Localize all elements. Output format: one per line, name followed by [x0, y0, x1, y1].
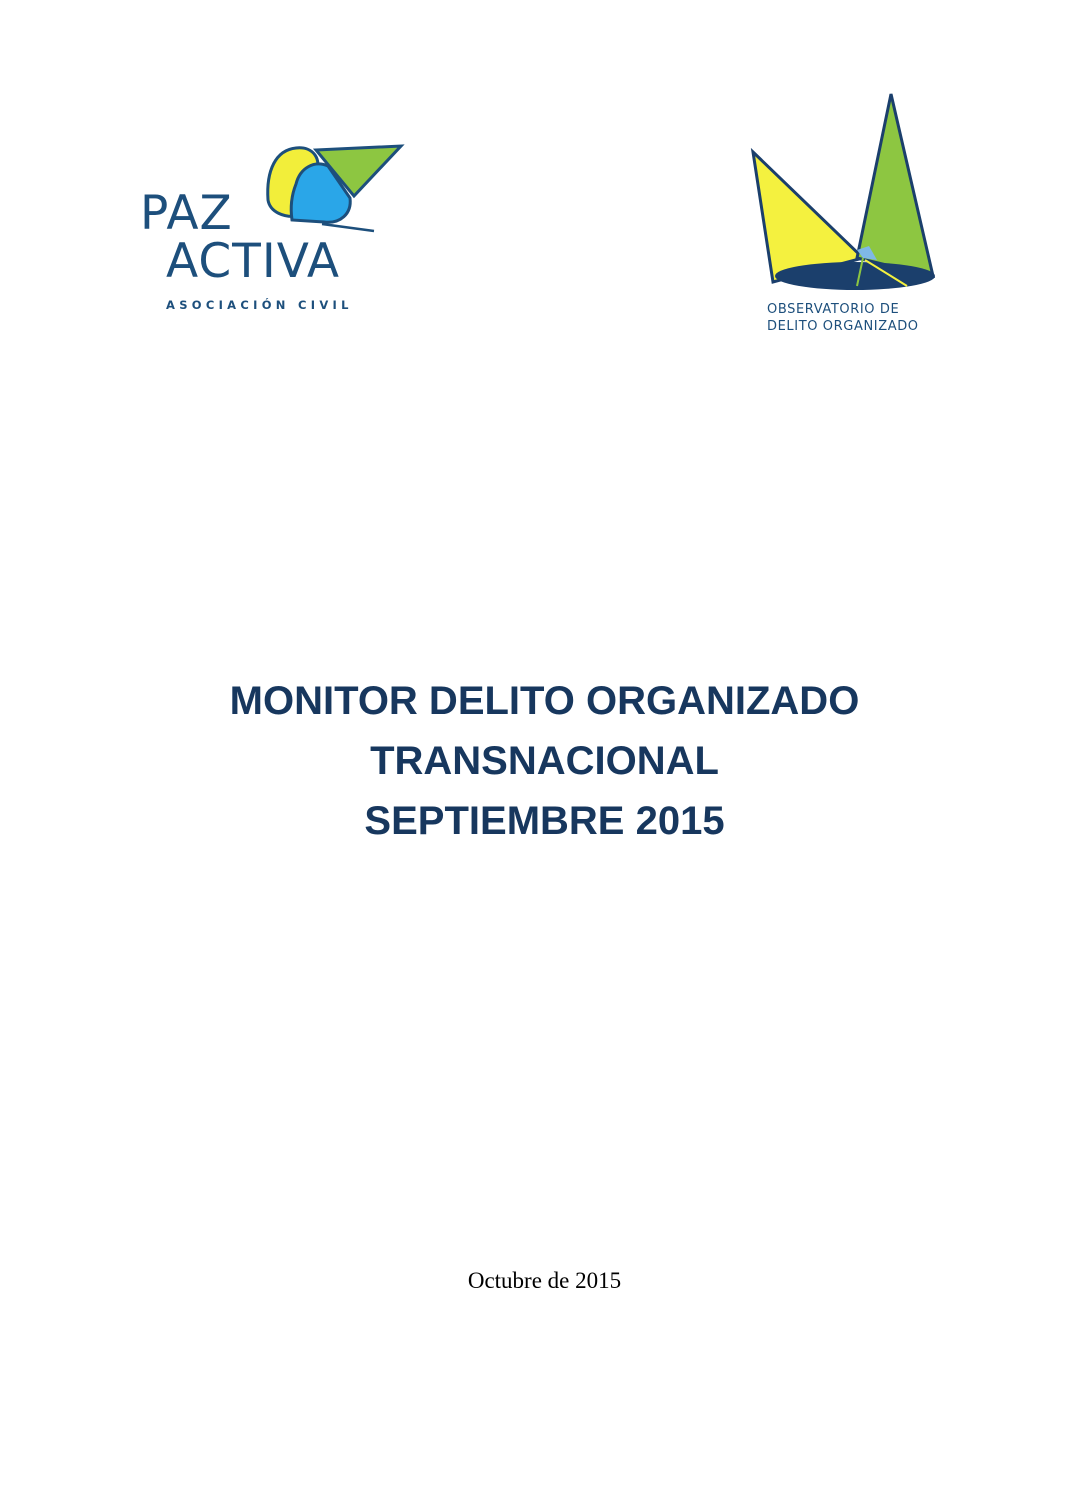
paz-activa-logo: [138, 140, 408, 320]
observatorio-logo: [745, 90, 945, 340]
title-line-3: SEPTIEMBRE 2015: [364, 799, 725, 843]
observatorio-cones-icon: [745, 90, 945, 290]
paz-activa-line2: ACTIVA: [166, 234, 341, 289]
title-line-2: TRANSNACIONAL: [370, 739, 719, 783]
observatorio-line2: DELITO ORGANIZADO: [767, 319, 919, 334]
document-title: [0, 671, 1089, 851]
paz-activa-line1: PAZ: [140, 186, 233, 241]
paz-activa-bird-icon: [256, 140, 406, 235]
title-line-1: MONITOR DELITO ORGANIZADO: [229, 679, 860, 723]
paz-activa-subtitle: ASOCIACIÓN CIVIL: [166, 298, 353, 312]
observatorio-line1: OBSERVATORIO DE: [767, 302, 900, 317]
document-date: Octubre de 2015: [467, 1268, 622, 1293]
